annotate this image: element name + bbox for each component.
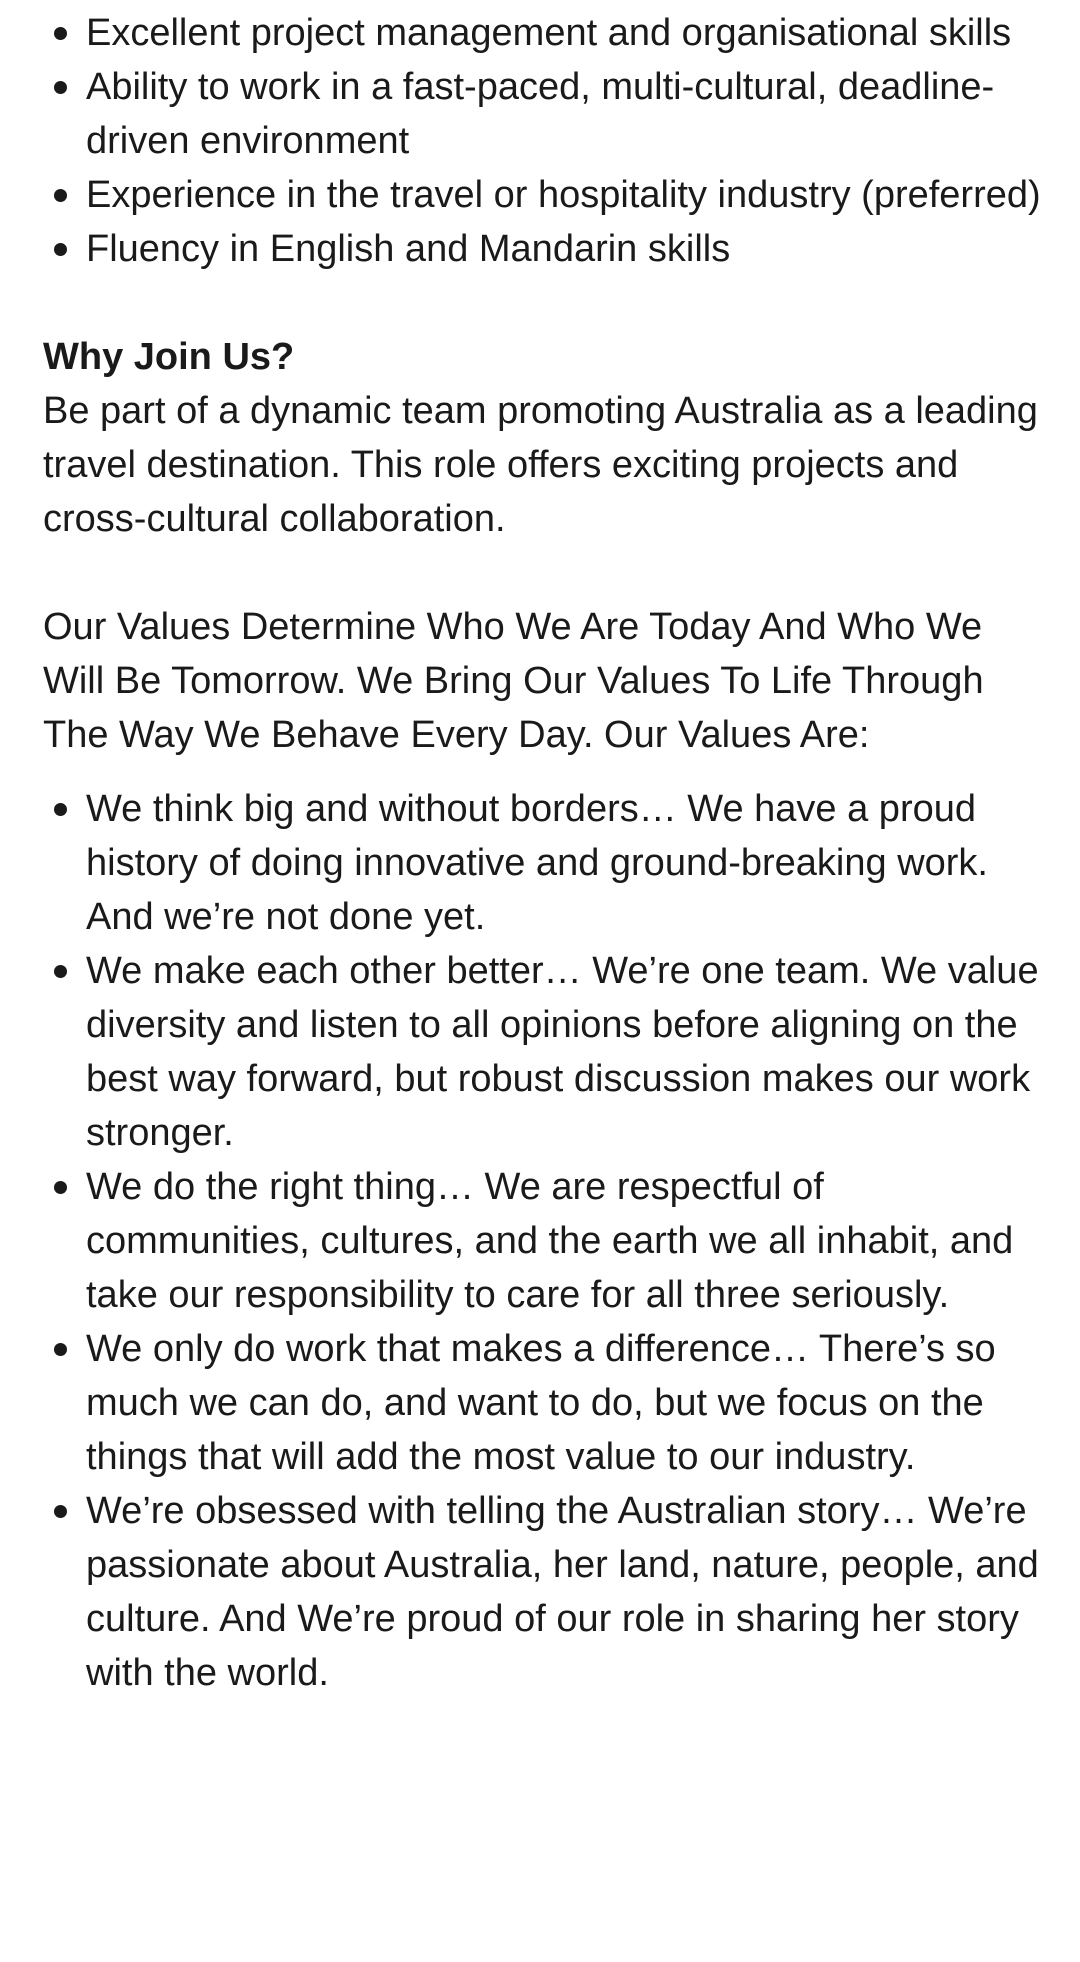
list-item-text: Fluency in English and Mandarin skills	[86, 228, 731, 270]
bullet-icon	[54, 243, 67, 256]
values-list	[43, 782, 1043, 1700]
why-join-heading: Why Join Us?	[43, 336, 295, 378]
list-item-text: We think big and without borders… We have a proud history of doing innovative and ground-breaking work. And we’re not done yet.	[86, 788, 988, 938]
list-item	[43, 168, 1043, 222]
bullet-icon	[54, 803, 67, 816]
list-item	[43, 60, 1043, 168]
list-item-text: Excellent project management and organisational skills	[86, 12, 1012, 54]
list-item	[43, 6, 1043, 60]
bullet-icon	[54, 965, 67, 978]
why-join-paragraph: Be part of a dynamic team promoting Australia as a leading travel destination. This role offers exciting projects and cross-cultural collaboration.	[43, 390, 1038, 540]
list-item-text: We’re obsessed with telling the Australian story… We’re passionate about Australia, her land, nature, people, and culture. And We’re proud of our role in sharing her story with the world.	[86, 1490, 1039, 1694]
list-item-text: Ability to work in a fast-paced, multi-cultural, deadline-driven environment	[86, 66, 995, 162]
list-item	[43, 944, 1043, 1160]
list-item	[43, 1160, 1043, 1322]
list-item-text: We do the right thing… We are respectful of communities, cultures, and the earth we all inhabit, and take our responsibility to care for all three seriously.	[86, 1166, 1014, 1316]
bullet-icon	[54, 1181, 67, 1194]
list-item-text: Experience in the travel or hospitality industry (preferred)	[86, 174, 1041, 216]
bullet-icon	[54, 81, 67, 94]
bullet-icon	[54, 1343, 67, 1356]
job-description-content	[43, 6, 1043, 1700]
list-item-text: We make each other better… We’re one team. We value diversity and listen to all opinions before aligning on the best way forward, but robust discussion makes our work stronger.	[86, 950, 1039, 1154]
list-item	[43, 222, 1043, 276]
list-item	[43, 1484, 1043, 1700]
list-item-text: We only do work that makes a difference… There’s so much we can do, and want to do, but we focus on the things that will add the most value to our industry.	[86, 1328, 996, 1478]
requirements-list	[43, 6, 1043, 276]
values-intro-paragraph: Our Values Determine Who We Are Today And Who We Will Be Tomorrow. We Bring Our Values To Life Through The Way We Behave Every Day. Our Values Are:	[43, 606, 984, 756]
bullet-icon	[54, 1505, 67, 1518]
bullet-icon	[54, 27, 67, 40]
list-item	[43, 782, 1043, 944]
list-item	[43, 1322, 1043, 1484]
bullet-icon	[54, 189, 67, 202]
